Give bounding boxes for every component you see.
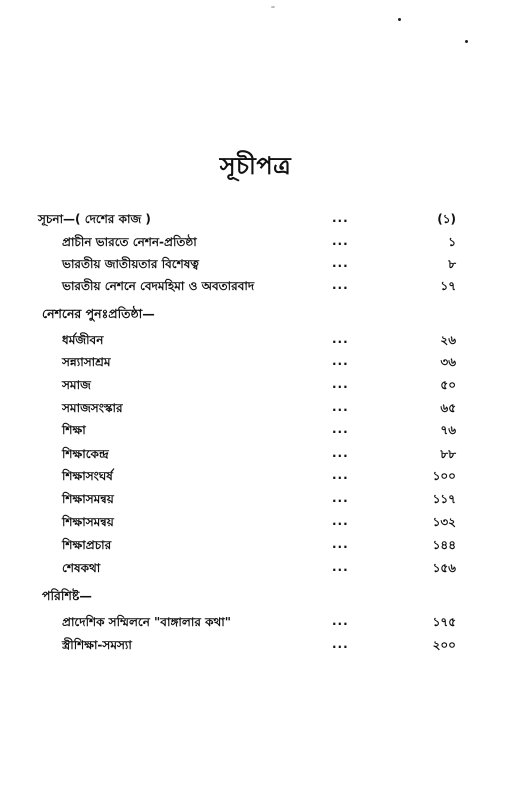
toc-page-number: ৮ (448, 257, 456, 271)
toc-page-number: ৫০ (440, 378, 456, 392)
toc-page-number: ২৬ (440, 333, 456, 347)
toc-page-number: ১৪৪ (432, 538, 456, 552)
toc-entry-label: ভারতীয় জাতীয়তার বিশেষত্ব (62, 257, 199, 271)
page-title: সূচীপত্র (219, 152, 292, 180)
toc-entry (0, 278, 511, 296)
page-speck (398, 18, 401, 21)
toc-entry (0, 560, 511, 578)
toc-page-number: ৩৬ (440, 355, 456, 369)
toc-page-number: ১৫৬ (432, 561, 456, 575)
toc-leader-dots: ... (332, 422, 349, 436)
toc-entry-label: ভারতীয় নেশনে বেদমহিমা ও অবতারবাদ (62, 279, 255, 293)
toc-entry-label: প্রাচীন ভারতে নেশন-প্রতিষ্ঠা (62, 235, 197, 249)
toc-entry-label: শিক্ষাসমন্বয় (62, 492, 114, 506)
toc-page-number: ৭৬ (440, 423, 456, 437)
toc-page-number: ১১৭ (432, 492, 456, 506)
toc-entry (0, 422, 511, 440)
toc-entry-label: স্ত্রীশিক্ষা-সমস্যা (62, 638, 132, 652)
toc-page-number: ১০০ (432, 469, 456, 483)
toc-entry (0, 256, 511, 274)
toc-entry (0, 377, 511, 395)
toc-entry (0, 537, 511, 555)
toc-page-number: (১) (437, 212, 456, 226)
toc-entry-label: শেষকথা (62, 561, 101, 575)
toc-page-number: ২০০ (432, 638, 456, 652)
toc-page-number: ১ (448, 235, 456, 249)
toc-leader-dots: ... (332, 377, 349, 391)
section-heading: নেশনের পুনঃপ্রতিষ্ঠা— (42, 306, 155, 321)
toc-entry-intro (0, 211, 511, 229)
toc-leader-dots: ... (332, 211, 349, 225)
toc-page-number: ১৭ (440, 279, 456, 293)
toc-leader-dots: ... (332, 637, 349, 651)
toc-entry (0, 637, 511, 655)
toc-leader-dots: ... (332, 491, 349, 505)
toc-leader-dots: ... (332, 537, 349, 551)
toc-leader-dots: ... (332, 400, 349, 414)
toc-entry (0, 234, 511, 252)
toc-leader-dots: ... (332, 256, 349, 270)
toc-leader-dots: ... (332, 278, 349, 292)
toc-entry-label: শিক্ষাকেন্দ্র (62, 447, 109, 461)
toc-entry (0, 332, 511, 350)
section-heading: পরিশিষ্ট— (42, 588, 92, 603)
toc-leader-dots: ... (332, 560, 349, 574)
toc-page-number: ৬৫ (440, 401, 456, 415)
toc-leader-dots: ... (332, 468, 349, 482)
toc-entry (0, 614, 511, 632)
toc-entry-label: শিক্ষাপ্রচার (62, 538, 112, 552)
toc-leader-dots: ... (332, 234, 349, 248)
toc-entry (0, 446, 511, 464)
toc-page-number: ৮৮ (440, 447, 456, 461)
toc-entry (0, 354, 511, 372)
toc-page-number: ১৭৫ (432, 615, 456, 629)
toc-entry (0, 468, 511, 486)
toc-entry-label: শিক্ষাসংঘর্ষ (62, 469, 113, 483)
toc-leader-dots: ... (332, 514, 349, 528)
toc-entry-label: সমাজ (62, 378, 91, 392)
toc-entry-label: শিক্ষা (62, 423, 86, 437)
toc-entry (0, 514, 511, 532)
page-speck (465, 40, 468, 43)
toc-leader-dots: ... (332, 614, 349, 628)
toc-leader-dots: ... (332, 354, 349, 368)
toc-entry-label: শিক্ষাসমন্বয় (62, 515, 114, 529)
toc-entry-label: সমাজসংস্কার (62, 401, 123, 415)
toc-entry-label: ধর্মজীবন (62, 333, 104, 347)
toc-entry-label: সন্ন্যাসাশ্রম (62, 355, 111, 369)
toc-entry-label: সূচনা—( দেশের কাজ ) (38, 212, 151, 226)
toc-leader-dots: ... (332, 332, 349, 346)
toc-leader-dots: ... (332, 446, 349, 460)
toc-page-number: ১৩২ (432, 515, 456, 529)
page-speck (271, 6, 275, 8)
toc-entry (0, 491, 511, 509)
toc-entry (0, 400, 511, 418)
toc-entry-label: প্রাদেশিক সম্মিলনে "বাঙ্গালার কথা" (62, 615, 231, 629)
